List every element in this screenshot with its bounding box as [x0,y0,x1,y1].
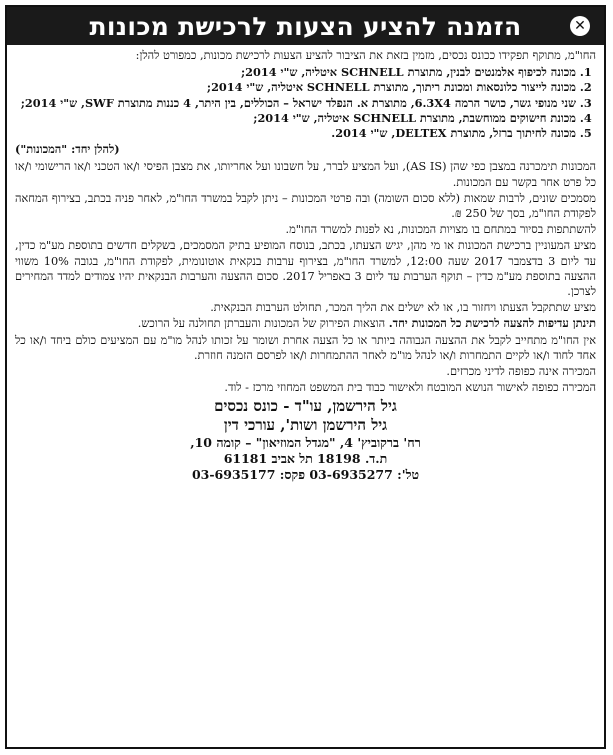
list-item: 3. שני מנופי גשר, כושר הרמה 6.3X4, מתוצרת א. הנפלד ישראל – הכוללים, בין היתר, 4 כננות מתוצרת SWF, ש"י 2014; [15,96,576,111]
po-box: ת.ד. 18198 תל אביב 61181 [223,451,388,467]
tour-paragraph: להשתתפות בסיור במתחם בו מצויות המכונות, נא לפנות למשרד החו"מ. [285,223,596,237]
intro-text: החו"מ, מתוקף תפקידו ככונס נכסים, מזמין בזאת את הציבור להציע הצעות לרכישת מכונות, כמפורט להלן: [135,49,596,62]
notice-frame [5,5,606,749]
documents-paragraph: מסמכים שונים, לרבות שמאות (ללא סכום השומה) ובה פרטי המכונות – ניתן לקבל במשרד החו"מ, לאחר פניה בכתב, בצירוף המחאה לפקודת החו"מ, בסך של 250 ₪. [15,191,596,221]
list-item: 1. מכונה לכיפוף אלמנטים לבנין, מתוצרת SCHNELL איטליה, ש"י 2014; [15,65,576,80]
priority-paragraph [15,316,596,331]
court-paragraph: המכירה כפופה לאישור הנושא המובטח ולאישור כבוד בית המשפט המחוזי מרכז - לוד. [224,381,596,395]
close-icon[interactable]: ✕ [570,16,590,36]
phone-fax: טל': 03-6935277 פקס: 03-6935177 [191,467,420,483]
not-binding-paragraph: המכירה אינה כפופה לדיני מכרזים. [446,365,596,379]
notice-title: הזמנה להציע הצעות לרכישת מכונות [89,11,522,41]
list-item: 5. מכונה לחיתוך ברזל, מתוצרת DELTEX, ש"י 2014. [15,126,576,141]
address: רח' ברקוביץ' 4, "מגדל המוזיאון" – קומה 10, [190,435,421,451]
priority-bold-text: תינתן עדיפות להצעה לרכישת כל המכונות יחד. [388,316,596,331]
signer-name: גיל הירשמן, עו"ד - כונס נכסים [214,397,397,416]
no-obligation-paragraph: אין החו"מ מתחייב לקבל את ההצעה הגבוהה ביותר או כל הצעה אחרת ושומר על זכותו לנהל מו"מ עם המציעים כולם ביחד ו/או כל אחד לחוד ו/או לקיים התמחרות ו/או לנהל מו"מ לאחר ההתמחרות ו/או לפרסם הזמנה חוזרת. [15,333,596,362]
offer-paragraph: מציע המעוניין ברכישת המכונות או מי מהן, יגיש הצעתו, בכתב, בנוסח המופיע בתיק המסמכים, בשקלים חדשים בתוספת מע"מ כדין, עד ליום 3 בדצמבר 2017 שעה 12:00, למשרד החו"מ, בצירוף ערבות בנקאית אוטונומית, לפקודת החו"מ, בגובה 10% משווי ההצעה בתוספת מע"מ כדין – תוקף הערבות עד ליום 3 באפריל 2017. סכום ההצעה והערבות הבנקאית יהיו צמודים למדד המחירים לצרכן. [15,239,597,299]
machines-list [15,65,596,141]
items-summary: (להלן יחד: "המכונות") [15,142,120,157]
signature-block [15,397,596,483]
list-item: 2. מכונה לייצור כלונסאות ומכונת ריתוך, מתוצרת SCHNELL איטליה, ש"י 2014; [15,80,576,95]
list-item: 4. מכונת חישוקים ממוחשבת, מתוצרת SCHNELL איטליה, ש"י 2014; [15,111,576,126]
as-is-paragraph: המכונות תימכרנה במצבן כפי שהן (AS IS), ועל המציע לברר, על חשבונו ועל אחריותו, את מצבן הפיסי ו/או הטכני ו/או הרישומי ו/או כל פרט אחר בקשר עם המכונות. [15,160,596,189]
law-firm: גיל הירשמן ושות', עורכי דין [223,416,388,435]
notice-body [7,45,604,483]
withdraw-paragraph: מציע שתתקבל הצעתו ויחזור בו, או לא ישלים את הליך המכר, תחולט הערבות הבנקאית. [210,301,596,315]
priority-rest-text: הוצאות הפירוק של המכונות והעברתן תחולנה על הרוכש. [137,317,389,331]
notice-header [7,7,604,45]
